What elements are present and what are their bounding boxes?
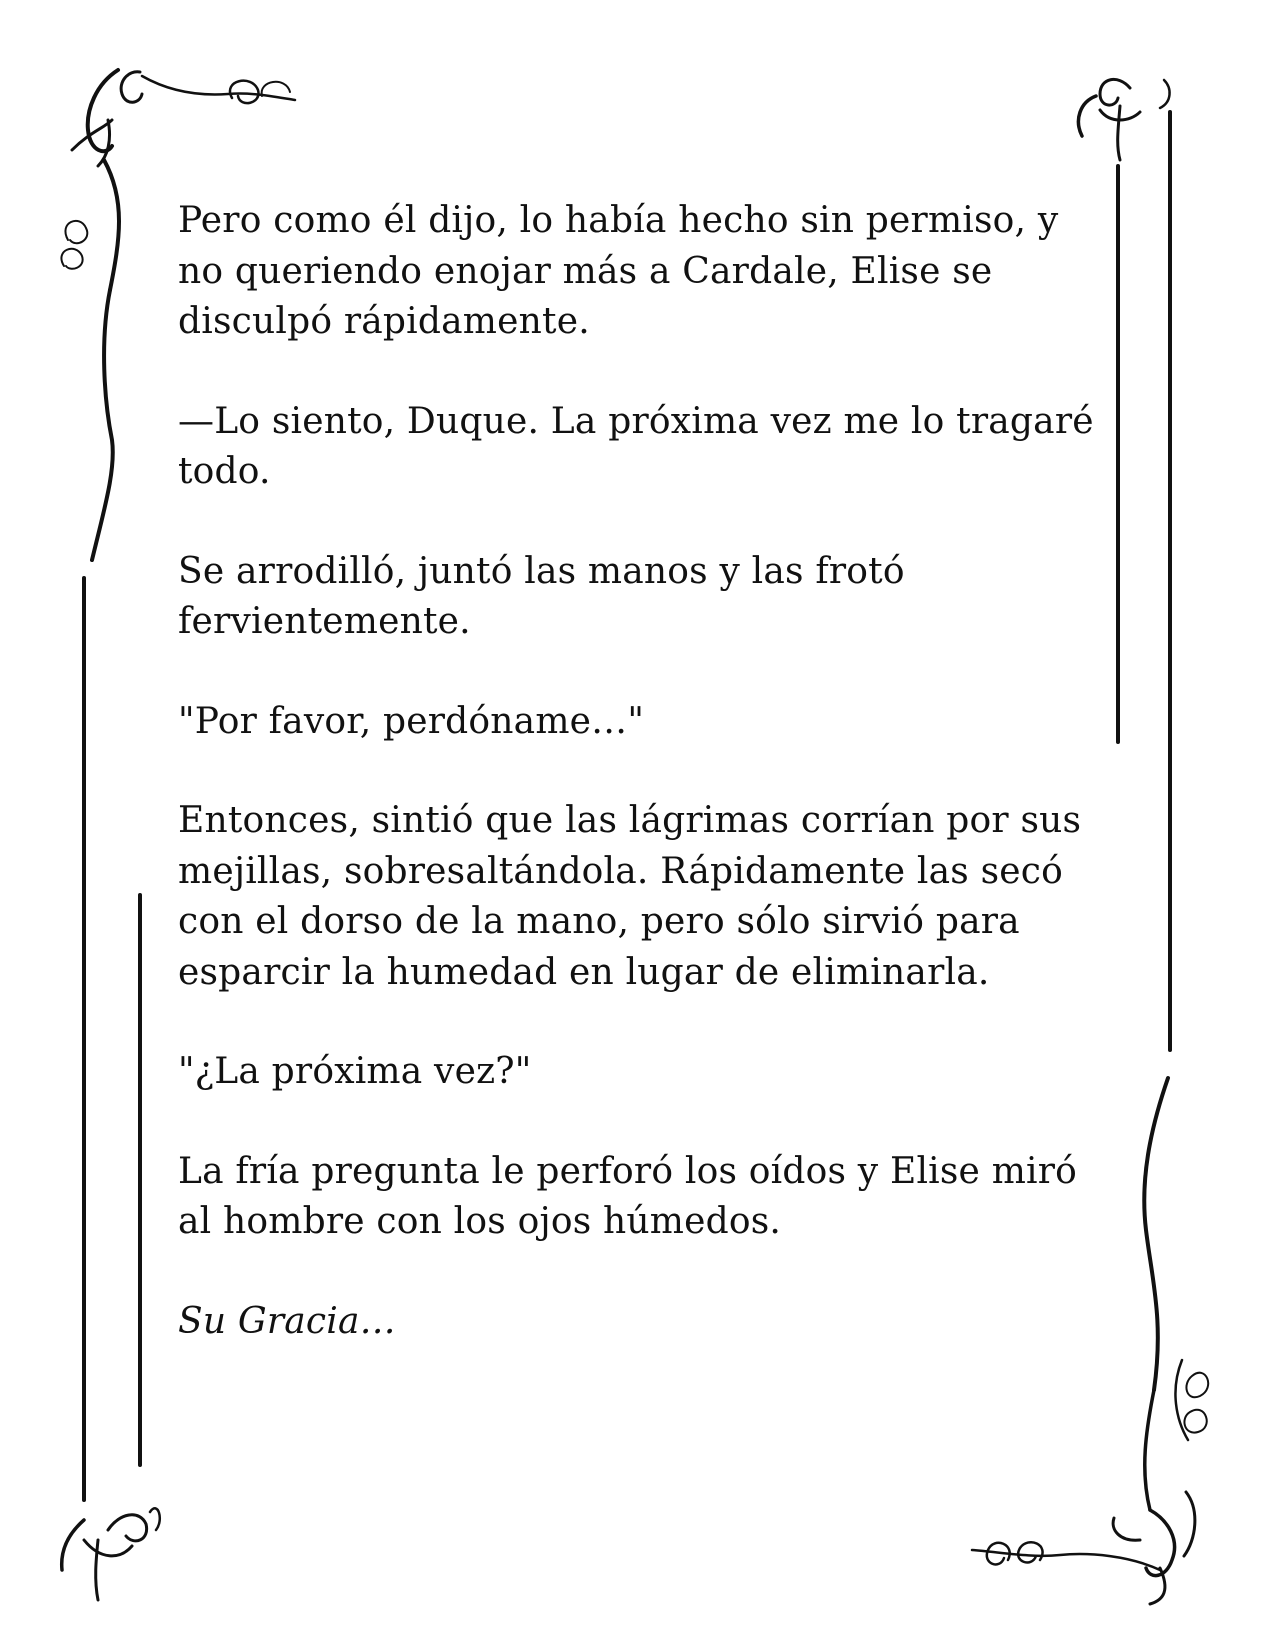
document-body bbox=[178, 196, 1098, 1396]
flourish-corner-bottom-left-icon bbox=[62, 1508, 160, 1600]
paragraph-6: "¿La próxima vez?" bbox=[178, 1051, 532, 1092]
paragraph-7: La fría pregunta le perforó los oídos y Elise miró al hombre con los ojos húmedos. bbox=[178, 1150, 1078, 1242]
paragraph-4: "Por favor, perdóname…" bbox=[178, 700, 645, 742]
paragraph-2: —Lo siento, Duque. La próxima vez me lo tragaré todo. bbox=[178, 400, 1094, 492]
paragraph-3: Se arrodilló, juntó las manos y las frotó fervientemente. bbox=[178, 550, 905, 642]
paragraph-1: Pero como él dijo, lo había hecho sin permiso, y no queriendo enojar más a Cardale, Elise se disculpó rápidamente. bbox=[178, 200, 1059, 342]
paragraph-5: Entonces, sintió que las lágrimas corrían por sus mejillas, sobresaltándola. Rápidamente las secó con el dorso de la mano, pero sólo sirvió para esparcir la humedad en lugar de eliminarla. bbox=[178, 800, 1082, 993]
paragraph-8: Su Gracia… bbox=[178, 1300, 396, 1342]
